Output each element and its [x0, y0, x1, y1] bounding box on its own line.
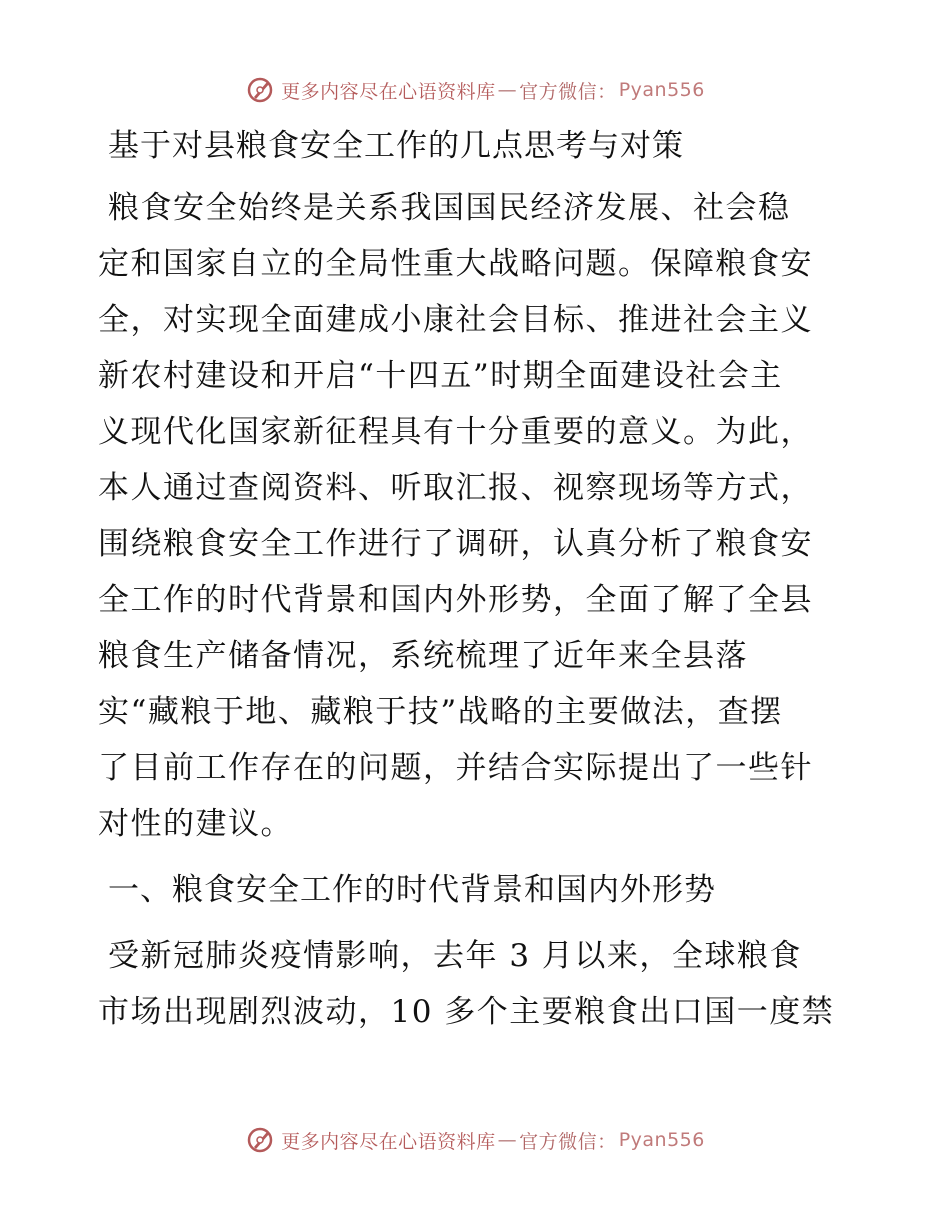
watermark-handle: Pyan556 — [618, 1129, 705, 1151]
paragraph-line: 对性的建议。 — [98, 806, 293, 842]
pen-logo-icon — [245, 75, 275, 105]
watermark-official: 官方微信： — [519, 80, 617, 103]
paragraph-line: 定和国家自立的全局性重大战略问题。保障粮食安 — [98, 246, 813, 282]
document-title: 基于对县粮食安全工作的几点思考与对策 — [108, 128, 684, 164]
watermark-text: 更多内容尽在心语资料库 — [281, 80, 496, 103]
paragraph-line: 义现代化国家新征程具有十分重要的意义。为此， — [98, 414, 813, 450]
watermark-footer — [0, 1122, 950, 1158]
paragraph-intro — [98, 180, 858, 852]
paragraph-line: 全，对实现全面建成小康社会目标、推进社会主义 — [98, 302, 813, 338]
paragraph-line: 粮食生产储备情况，系统梳理了近年来全县落 — [98, 638, 748, 674]
watermark-dash: — — [497, 79, 518, 101]
pen-logo-icon — [245, 1125, 275, 1155]
watermark-header — [0, 72, 950, 108]
paragraph-section-1 — [98, 928, 858, 1040]
document-body — [98, 118, 858, 1050]
paragraph-line: 市场出现剧烈波动，10 多个主要粮食出口国一度禁 — [98, 994, 835, 1030]
paragraph-line: 实“藏粮于地、藏粮于技”战略的主要做法，查摆 — [98, 694, 783, 730]
paragraph-line: 粮食安全始终是关系我国国民经济发展、社会稳 — [108, 190, 791, 226]
watermark-handle: Pyan556 — [618, 79, 705, 101]
section-heading-1: 一、粮食安全工作的时代背景和国内外形势 — [108, 872, 716, 908]
paragraph-line: 了目前工作存在的问题，并结合实际提出了一些针 — [98, 750, 813, 786]
watermark-text: 更多内容尽在心语资料库 — [281, 1130, 496, 1153]
paragraph-line: 新农村建设和开启“十四五”时期全面建设社会主 — [98, 358, 783, 394]
paragraph-line: 全工作的时代背景和国内外形势，全面了解了全县 — [98, 582, 813, 618]
paragraph-line: 受新冠肺炎疫情影响，去年 3 月以来，全球粮食 — [108, 938, 802, 974]
paragraph-line: 本人通过查阅资料、听取汇报、视察现场等方式， — [98, 470, 813, 506]
paragraph-line: 围绕粮食安全工作进行了调研，认真分析了粮食安 — [98, 526, 813, 562]
watermark-dash: — — [497, 1129, 518, 1151]
watermark-official: 官方微信： — [519, 1130, 617, 1153]
